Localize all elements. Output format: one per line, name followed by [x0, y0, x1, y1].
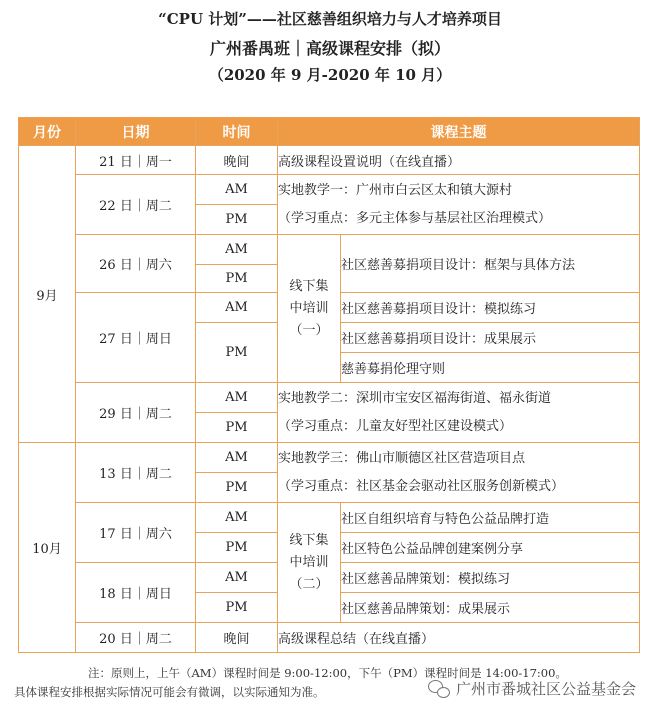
- col-header-time: 时间: [196, 118, 278, 146]
- topic-cell: [278, 175, 640, 235]
- time-cell: PM: [196, 413, 278, 443]
- topic-cell: 社区慈善品牌策划：模拟练习: [341, 563, 640, 593]
- time-cell: PM: [196, 593, 278, 623]
- doc-title-line1: “CPU 计划”——社区慈善组织培力与人才培养项目: [158, 10, 502, 28]
- date-cell: 18 日｜周日: [76, 563, 196, 623]
- topic-cell: [278, 443, 640, 503]
- footnote-line2: 具体课程安排根据实际情况可能会有微调，以实际通知为准。: [14, 685, 325, 699]
- table-row: [19, 623, 640, 653]
- topic-cell: 社区慈善募捐项目设计：框架与具体方法: [341, 235, 640, 293]
- date-cell: 26 日｜周六: [76, 235, 196, 293]
- training-label-1: [278, 235, 341, 383]
- time-cell: PM: [196, 473, 278, 503]
- topic-line: （学习重点：儿童友好型社区建设模式）: [278, 418, 513, 434]
- training-line: 线下集: [289, 532, 329, 548]
- time-cell: AM: [196, 293, 278, 323]
- watermark: [428, 678, 636, 699]
- table-row: [19, 235, 640, 265]
- date-cell: 20 日｜周二: [76, 623, 196, 653]
- topic-cell: 社区自组织培育与特色公益品牌打造: [341, 503, 640, 533]
- training-line: 线下集: [289, 278, 329, 294]
- time-cell: AM: [196, 235, 278, 265]
- topic-cell: 社区慈善品牌策划：成果展示: [341, 593, 640, 623]
- training-line: （二）: [289, 576, 329, 592]
- date-cell: 17 日｜周六: [76, 503, 196, 563]
- training-line: 中培训: [289, 554, 329, 570]
- table-row: [19, 443, 640, 473]
- doc-title-line3: （2020 年 9 月-2020 年 10 月）: [208, 66, 452, 84]
- month-cell-sep: 9月: [19, 146, 76, 443]
- schedule-table: [18, 117, 640, 653]
- col-header-topic: 课程主题: [278, 118, 640, 146]
- topic-cell: 高级课程设置说明（在线直播）: [278, 146, 640, 175]
- topic-line: 实地教学二：深圳市宝安区福海街道、福永街道: [278, 390, 552, 406]
- topic-line: （学习重点：社区基金会驱动社区服务创新模式）: [278, 478, 565, 494]
- topic-cell: 高级课程总结（在线直播）: [278, 623, 640, 653]
- table-row: [19, 175, 640, 205]
- training-label-2: [278, 503, 341, 623]
- time-cell: AM: [196, 383, 278, 413]
- time-cell: PM: [196, 323, 278, 383]
- training-line: （一）: [289, 322, 329, 338]
- time-cell: AM: [196, 443, 278, 473]
- topic-cell: 慈善募捐伦理守则: [341, 353, 640, 383]
- topic-cell: 社区慈善募捐项目设计：模拟练习: [341, 293, 640, 323]
- watermark-text: 广州市番城社区公益基金会: [456, 680, 637, 698]
- time-cell: AM: [196, 175, 278, 205]
- date-cell: 29 日｜周二: [76, 383, 196, 443]
- date-cell: 22 日｜周二: [76, 175, 196, 235]
- topic-cell: 社区特色公益品牌创建案例分享: [341, 533, 640, 563]
- topic-line: 实地教学一：广州市白云区太和镇大源村: [278, 182, 513, 198]
- time-cell: PM: [196, 265, 278, 293]
- date-cell: 21 日｜周一: [76, 146, 196, 175]
- table-header-row: [19, 118, 640, 146]
- training-line: 中培训: [289, 300, 329, 316]
- table-row: [19, 503, 640, 533]
- table-row: [19, 383, 640, 413]
- table-row: [19, 146, 640, 175]
- date-cell: 13 日｜周二: [76, 443, 196, 503]
- time-cell: PM: [196, 205, 278, 235]
- col-header-month: 月份: [19, 118, 76, 146]
- time-cell: 晚间: [196, 146, 278, 175]
- time-cell: PM: [196, 533, 278, 563]
- date-cell: 27 日｜周日: [76, 293, 196, 383]
- topic-cell: 社区慈善募捐项目设计：成果展示: [341, 323, 640, 353]
- footnote-line1: 注：原则上，上午（AM）课程时间是 9:00-12:00，下午（PM）课程时间是 14:00-17:00。: [88, 666, 567, 680]
- month-cell-oct: 10月: [19, 443, 76, 653]
- time-cell: AM: [196, 503, 278, 533]
- col-header-date: 日期: [76, 118, 196, 146]
- time-cell: AM: [196, 563, 278, 593]
- topic-cell: [278, 383, 640, 443]
- wechat-icon: [428, 680, 450, 698]
- time-cell: 晚间: [196, 623, 278, 653]
- topic-line: 实地教学三：佛山市顺德区社区营造项目点: [278, 450, 526, 466]
- doc-title-line2: 广州番禺班｜高级课程安排（拟）: [209, 39, 450, 58]
- topic-line: （学习重点：多元主体参与基层社区治理模式）: [278, 210, 552, 226]
